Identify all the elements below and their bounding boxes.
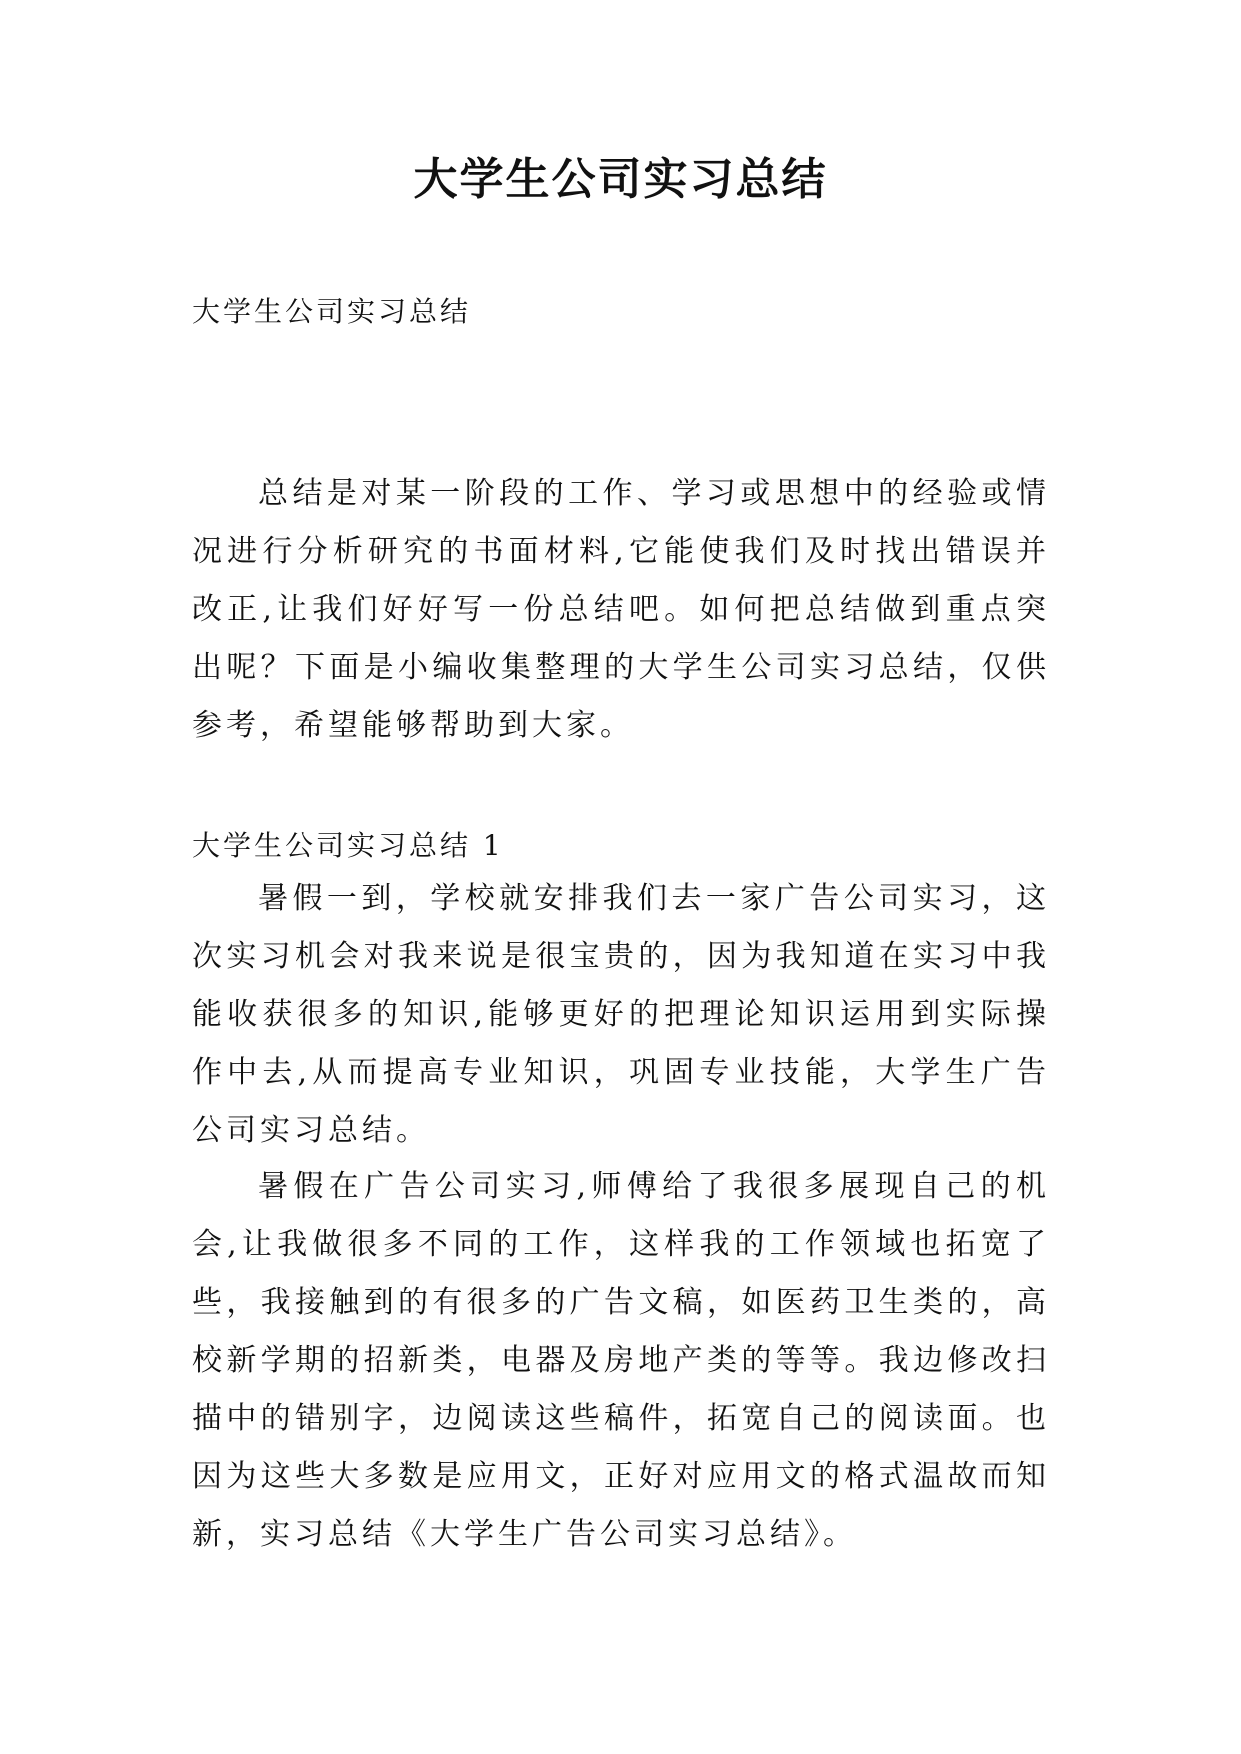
section-heading-1: 大学生公司实习总结 1 [192, 829, 504, 862]
section1-paragraph-1: 暑假一到，学校就安排我们去一家广告公司实习，这次实习机会对我来说是很宝贵的，因为我知道在实习中我能收获很多的知识,能够更好的把理论知识运用到实际操作中去,从而提高专业知识，巩固专业技能，大学生广告公司实习总结。 [192, 881, 1050, 1148]
intro-paragraph: 总结是对某一阶段的工作、学习或思想中的经验或情况进行分析研究的书面材料,它能使我们及时找出错误并改正,让我们好好写一份总结吧。如何把总结做到重点突出呢？下面是小编收集整理的大学生公司实习总结，仅供参考，希望能够帮助到大家。 [192, 476, 1050, 743]
document-subtitle: 大学生公司实习总结 [192, 295, 472, 328]
document-title: 大学生公司实习总结 [413, 154, 828, 205]
section1-paragraph-2: 暑假在广告公司实习,师傅给了我很多展现自己的机会,让我做很多不同的工作，这样我的工作领域也拓宽了些，我接触到的有很多的广告文稿，如医药卫生类的，高校新学期的招新类，电器及房地产类的等等。我边修改扫描中的错别字，边阅读这些稿件，拓宽自己的阅读面。也因为这些大多数是应用文，正好对应用文的格式温故而知新，实习总结《大学生广告公司实习总结》。 [192, 1169, 1050, 1552]
